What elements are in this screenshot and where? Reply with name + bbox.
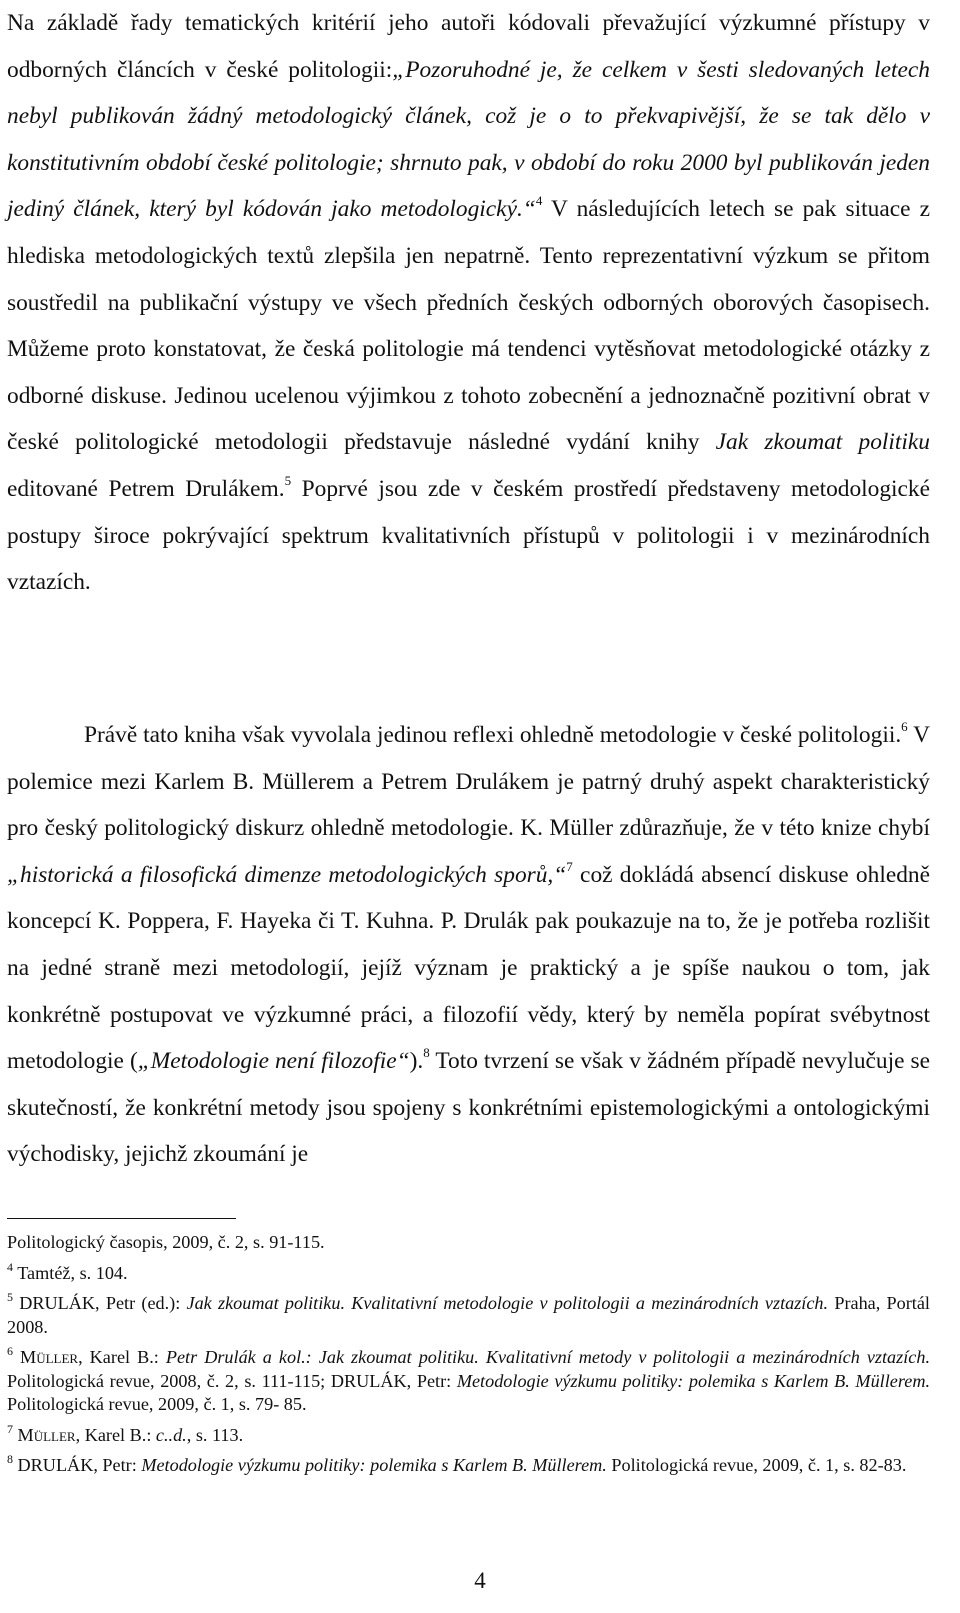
quotation: „historická a filosofická dimenze metodologických sporů,“ <box>7 861 567 888</box>
footnote-5: $^5$ DRULÁK, Petr (ed.): Jak zkoumat politiku. Kvalitativní metodologie v politologii a mezinárodních vztazích. Praha, Portál 2008. <box>7 1290 930 1337</box>
text-run: ). <box>409 1048 424 1075</box>
footnote-7: $^7$ Müller, Karel B.: c..d., s. 113. <box>7 1421 244 1445</box>
text-run: Právě tato kniha však vyvolala jedinou reflexi ohledně metodologie v české politologii. <box>84 722 902 748</box>
text-run: což dokládá absencí diskuse ohledně koncepcí K. Poppera, F. Hayeka či T. Kuhna. P. Drulák pak poukazuje na to, že je potřeba rozlišit na jedné straně mezi metodologií, jejíž význam je praktický a je spíše naukou o tom, jak konkrétně postupovat ve výzkumné práci, a filozofií vědy, který by neměla popírat svébytnost metodologie ( <box>7 861 930 1075</box>
text-run: Poprvé jsou zde v českém prostředí představeny metodologické postupy široce pokrývající spektrum kvalitativních přístupů v politologii i v mezinárodních vztazích. <box>7 475 931 596</box>
text-run: Na základě řady tematických kritérií jeho autoři kódovali převažující výzkumné přístupy v odborných článcích v české politologii: <box>7 10 930 83</box>
text-run: Toto tvrzení se však v žádném případě nevylučuje se skutečností, že konkrétní metody jsou spojeny s konkrétními epistemologickými a ontologickými východisky, jejichž zkoumání je <box>7 1048 930 1168</box>
footnote-8: $^8$ DRULÁK, Petr: Metodologie výzkumu politiky: polemika s Karlem B. Müllerem. Politologická revue, 2009, č. 1, s. 82-83. <box>7 1452 907 1475</box>
page-number: 4 <box>474 1568 486 1593</box>
book-title: Jak zkoumat politiku <box>715 429 931 456</box>
footnote-ref-4[interactable]: 4 <box>535 193 543 209</box>
footnote-separator <box>7 1218 236 1219</box>
quotation: „Pozoruhodné je, že celkem v šesti sledovaných letech nebyl publikován žádný metodologický článek, což je o to překvapivější, že se tak dělo v konstitutivním období české politologie; shrnuto pak, v období do roku 2000 byl publikován jeden jediný článek, který byl kódován jako metodologický.“ <box>7 56 930 223</box>
footnote-ref-6[interactable]: 6 <box>901 719 908 734</box>
text-run: editované Petrem Drulákem. <box>7 475 285 502</box>
text-run: V polemice mezi Karlem B. Müllerem a Petrem Drulákem je patrný druhý aspekt charakteristický pro český politologický diskurz ohledně metodologie. K. Müller zdůrazňuje, že v této knize chybí <box>7 722 930 842</box>
quotation: „Metodologie není filozofie“ <box>137 1048 410 1075</box>
footnote-ref-5[interactable]: 5 <box>284 472 292 488</box>
body-paragraph-1 <box>7 0 930 606</box>
footnote-ref-7[interactable]: 7 <box>566 858 573 874</box>
footnote-ref-8[interactable]: 8 <box>423 1045 430 1061</box>
text-run: V následujících letech se pak situace z hlediska metodologických textů zlepšila jen nepatrně. Tento reprezentativní výzkum se přitom soustředil na publikační výstupy ve všech předních českých odborných oborových časopisech. Můžeme proto konstatovat, že česká politologie má tendenci vytěsňovat metodologické otázky z odborné diskuse. Jedinou ucelenou výjimkou z tohoto zobecnění a jednoznačně pozitivní obrat v české politologické metodologii představuje následné vydání knihy <box>7 196 930 456</box>
body-paragraph-2 <box>7 712 930 1178</box>
footnotes <box>7 1231 930 1485</box>
footnote-continuation: Politologický časopis, 2009, č. 2, s. 91-115. <box>7 1232 325 1252</box>
footnote-4: $^4$ Tamtéž, s. 104. <box>7 1259 128 1283</box>
footnote-6: $^6$ Müller, Karel B.: Petr Drulák a kol.: Jak zkoumat politiku. Kvalitativní metody v politologii a mezinárodních vztazích. Politologická revue, 2008, č. 2, s. 111-115; DRULÁK, Petr: Metodologie výzkumu politiky: polemika s Karlem B. Müllerem. Politologická revue, 2009, č. 1, s. 79- 85. <box>7 1344 930 1414</box>
